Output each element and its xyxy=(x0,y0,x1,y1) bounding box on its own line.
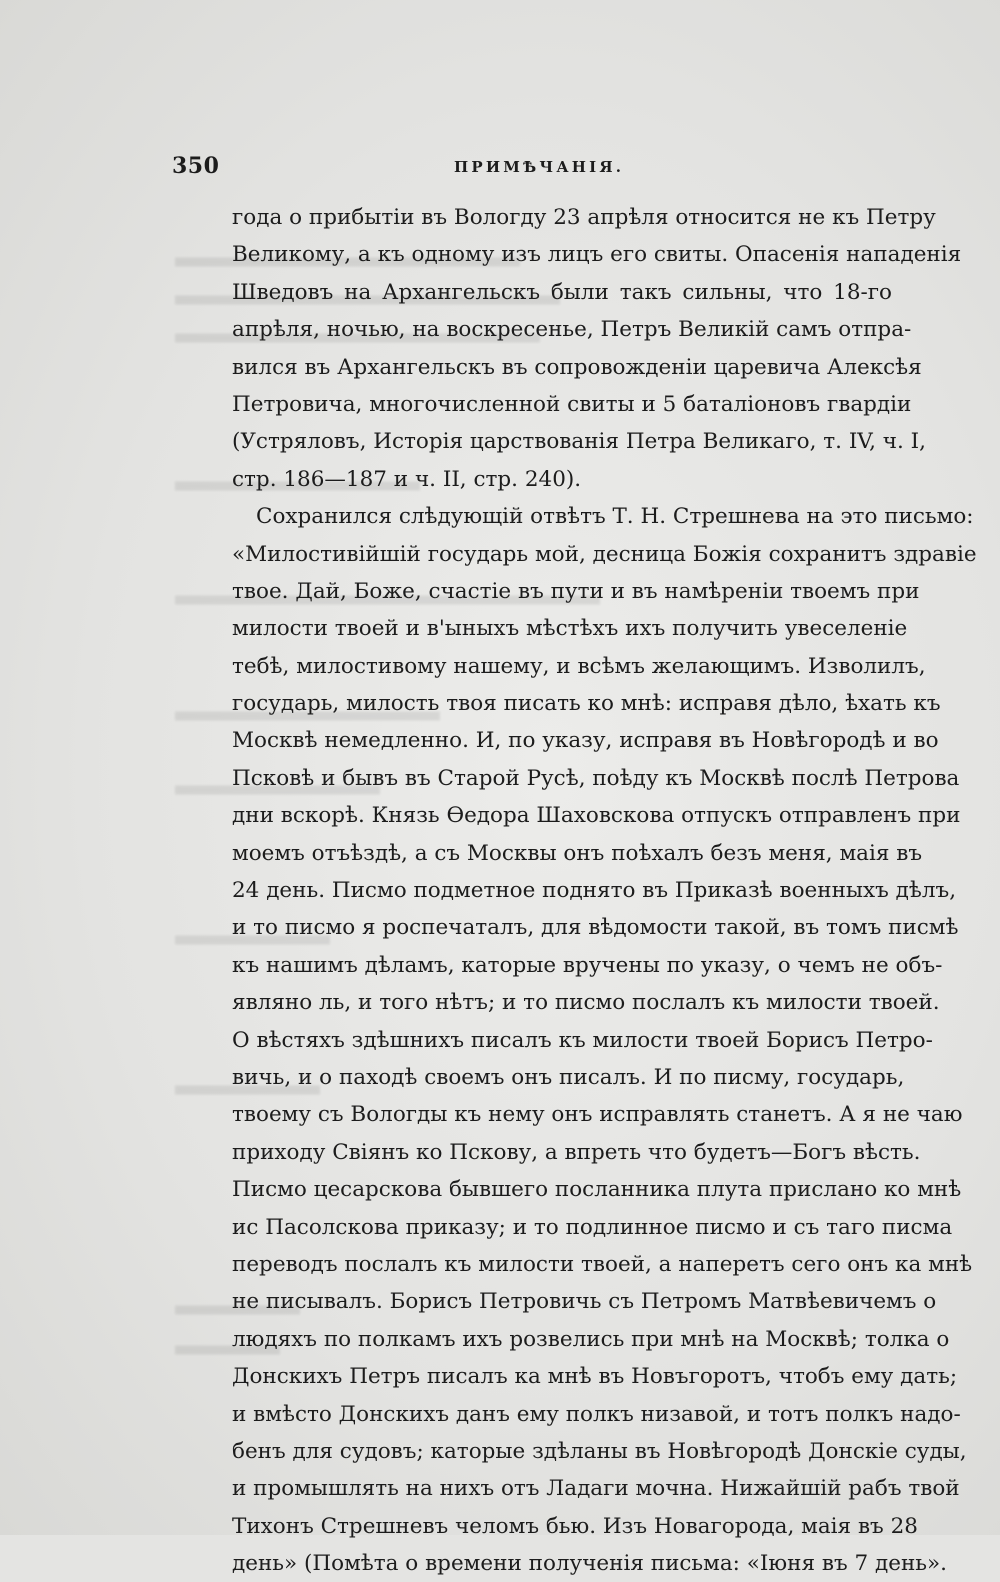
text-line: стр. 186—187 и ч. II, стр. 240). xyxy=(232,466,582,492)
text-line: вичь, и о паходѣ своемъ онъ писалъ. И по писму, государь, xyxy=(232,1064,905,1090)
text-line: и то писмо я роспечаталъ, для вѣдомости такой, въ томъ писмѣ xyxy=(232,915,959,941)
text-line: «Милостивійшій государь мой, десница Божія сохранитъ здравіе xyxy=(232,541,977,567)
text-line: 24 день. Писмо подметное поднято въ Приказѣ военныхъ дѣлъ, xyxy=(232,878,957,904)
text-line: Шведовъ на Архангельскъ были такъ сильны, что 18-го xyxy=(232,279,892,305)
text-line: переводъ послалъ къ милости твоей, а наперетъ сего онъ ка мнѣ xyxy=(232,1251,973,1277)
text-line: являно ль, и того нѣтъ; и то писмо послалъ къ милости твоей. xyxy=(232,990,940,1016)
text-line: Донскихъ Петръ писалъ ка мнѣ въ Новъгоротъ, чтобъ ему дать; xyxy=(232,1364,958,1390)
text-line: не писывалъ. Борисъ Петровичь съ Петромъ Матвѣевичемъ о xyxy=(232,1289,937,1315)
text-line: года о прибытіи въ Вологду 23 апрѣля относится не къ Петру xyxy=(232,205,936,230)
text-line: (Устряловъ, Исторія царствованія Петра Великаго, т. IV, ч. I, xyxy=(232,429,926,455)
text-line: и промышлять на нихъ отъ Ладаги мочна. Нижайшій рабъ твой xyxy=(232,1476,960,1502)
text-line: день» (Помѣта о времени полученія письма: «Іюня въ 7 день». xyxy=(232,1551,947,1577)
text-line: Писмо цесарскова бывшего посланника плута прислано ко мнѣ xyxy=(232,1177,962,1203)
text-line: твоему съ Вологды къ нему онъ исправлять станетъ. А я не чаю xyxy=(232,1102,963,1128)
text-line: Псковѣ и бывъ въ Старой Русѣ, поѣду къ Москвѣ послѣ Петрова xyxy=(232,765,960,791)
text-line: людяхъ по полкамъ ихъ розвелись при мнѣ на Москвѣ; толка о xyxy=(232,1326,950,1352)
paragraph-2 xyxy=(232,498,977,1582)
text-line: Великому, а къ одному изъ лицъ его свиты. Опасенія нападенія xyxy=(232,242,962,268)
page-number: 350 xyxy=(172,153,220,179)
text-line: О вѣстяхъ здѣшнихъ писалъ къ милости твоей Борисъ Петро- xyxy=(232,1027,933,1053)
text-line: твое. Дай, Боже, счастіе въ пути и въ намѣреніи твоемъ при xyxy=(232,578,920,604)
text-line: Тихонъ Стрешневъ челомъ бью. Изъ Новагорода, маія въ 28 xyxy=(232,1513,918,1539)
text-line: приходу Свіянъ ко Пскову, а впреть что будетъ—Богъ вѣсть. xyxy=(232,1139,921,1165)
text-line: ис Пасолскова приказу; и то подлинное писмо и съ таго писма xyxy=(232,1214,953,1240)
text-line: моемъ отъѣздѣ, а съ Москвы онъ поѣхалъ безъ меня, маія въ xyxy=(232,840,923,866)
text-line: Москвѣ немедленно. И, по указу, исправя въ Новѣгородѣ и во xyxy=(232,728,939,754)
text-line: милости твоей и в'ыныхъ мѣстѣхъ ихъ получить увеселеніе xyxy=(232,616,908,642)
text-line: и вмѣсто Донскихъ данъ ему полкъ низавой, и тотъ полкъ надо- xyxy=(232,1401,961,1427)
body-text xyxy=(232,199,977,1582)
paragraph-1 xyxy=(232,199,962,498)
text-line: Сохранился слѣдующій отвѣтъ Т. Н. Стрешнева на это письмо: xyxy=(256,504,974,530)
text-line: бенъ для судовъ; каторые здѣланы въ Новѣгородѣ Донскіе суды, xyxy=(232,1438,967,1464)
text-line: вился въ Архангельскъ въ сопровожденіи царевича Алексѣя xyxy=(232,354,922,380)
text-line: дни вскорѣ. Князь Өедора Шаховскова отпускъ отправленъ при xyxy=(232,803,961,829)
text-line: Петровича, многочисленной свиты и 5 баталіоновъ гвардіи xyxy=(232,391,912,417)
text-line: апрѣля, ночью, на воскресенье, Петръ Великій самъ отпра- xyxy=(232,317,912,343)
text-line: государь, милость твоя писать ко мнѣ: исправя дѣло, ѣхать къ xyxy=(232,691,941,717)
text-line: тебѣ, милостивому нашему, и всѣмъ желающимъ. Изволилъ, xyxy=(232,653,926,679)
running-head: ПРИМѢЧАНІЯ. xyxy=(454,158,625,176)
text-line: къ нашимъ дѣламъ, каторые вручены по указу, о чемъ не объ- xyxy=(232,952,943,978)
